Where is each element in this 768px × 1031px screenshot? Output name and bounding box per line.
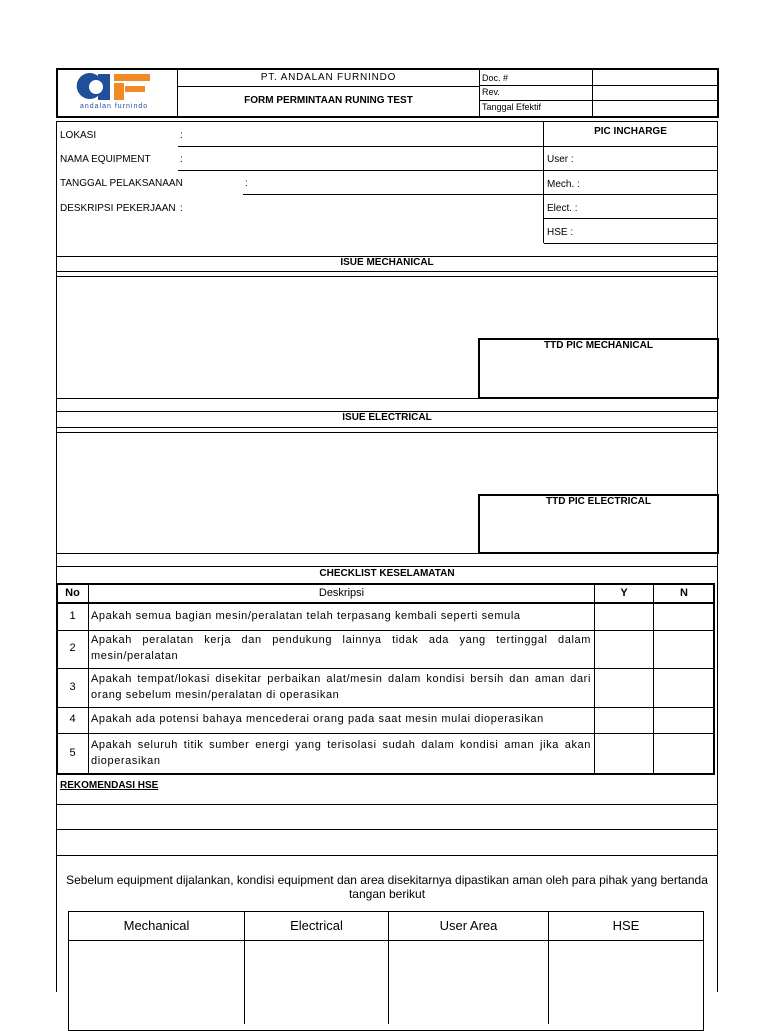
recommendation-line-2[interactable] xyxy=(58,831,716,853)
date-label: TANGGAL PELAKSANAAN xyxy=(60,178,183,189)
ttd-electrical-title: TTD PIC ELECTRICAL xyxy=(546,496,651,507)
row-no: 2 xyxy=(69,642,76,654)
row-text: Apakah seluruh titik sumber energi yang terisolasi sudah dalam kondisi aman jika akan dioperasikan xyxy=(91,739,591,767)
row-text: Apakah semua bagian mesin/peralatan telah terpasang kembali seperti semula xyxy=(91,610,521,622)
signature-user-area: User Area xyxy=(439,918,498,933)
pic-hse[interactable]: HSE : xyxy=(547,227,574,238)
company-name: PT. ANDALAN FURNINDO xyxy=(260,72,397,83)
safety-statement: Sebelum equipment dijalankan, kondisi equipment dan area disekitarnya dipastikan aman oleh para pihak yang bertanda tangan berikut xyxy=(66,873,708,901)
row-no: 1 xyxy=(69,610,76,622)
logo-text: andalan furnindo xyxy=(80,103,149,110)
signature-box-mechanical[interactable] xyxy=(69,941,244,1024)
signature-hse: HSE xyxy=(612,918,640,933)
pic-title: PIC INCHARGE xyxy=(594,126,667,137)
company-logo xyxy=(70,70,170,115)
row-n-cell[interactable] xyxy=(654,708,714,733)
row-y-cell[interactable] xyxy=(595,603,653,630)
checklist-title: CHECKLIST KESELAMATAN xyxy=(319,568,455,579)
row-text: Apakah ada potensi bahaya mencederai orang pada saat mesin mulai dioperasikan xyxy=(91,713,544,725)
pic-elect[interactable]: Elect. : xyxy=(547,203,578,214)
issue-mechanical-title: ISUE MECHANICAL xyxy=(340,257,434,268)
row-n-cell[interactable] xyxy=(654,603,714,630)
effective-date-label: Tanggal Efektif xyxy=(482,102,542,112)
date-colon: : xyxy=(245,178,248,189)
col-n: N xyxy=(680,587,688,599)
date-line[interactable] xyxy=(243,194,544,195)
equipment-line[interactable] xyxy=(178,170,544,171)
revision-label: Rev. xyxy=(482,87,500,97)
row-y-cell[interactable] xyxy=(595,631,653,668)
location-colon: : xyxy=(180,130,183,141)
description-colon: : xyxy=(180,203,183,214)
pic-mech[interactable]: Mech. : xyxy=(547,179,580,190)
issue-mechanical-area[interactable] xyxy=(58,278,476,396)
equipment-label: NAMA EQUIPMENT xyxy=(60,154,151,165)
issue-electrical-title: ISUE ELECTRICAL xyxy=(342,412,432,423)
row-no: 3 xyxy=(69,681,76,693)
col-desc: Deskripsi xyxy=(318,587,365,599)
row-y-cell[interactable] xyxy=(595,669,653,707)
row-text: Apakah tempat/lokasi disekitar perbaikan alat/mesin dalam kondisi bersih dan aman dari orang sebelum mesin/peralatan di operasikan xyxy=(91,673,591,701)
signature-electrical: Electrical xyxy=(290,918,343,933)
row-no: 4 xyxy=(69,713,76,725)
signature-mechanical: Mechanical xyxy=(123,918,190,933)
recommendation-line-1[interactable] xyxy=(58,806,716,828)
row-no: 5 xyxy=(69,747,76,759)
signature-box-electrical[interactable] xyxy=(245,941,388,1024)
pic-user[interactable]: User : xyxy=(547,154,574,165)
equipment-colon: : xyxy=(180,154,183,165)
description-label: DESKRIPSI PEKERJAAN xyxy=(60,203,176,214)
row-n-cell[interactable] xyxy=(654,734,714,774)
signature-box-hse[interactable] xyxy=(549,941,703,1024)
issue-electrical-area[interactable] xyxy=(58,434,476,552)
col-y: Y xyxy=(620,587,628,599)
col-no: No xyxy=(65,587,80,599)
signature-box-user-area[interactable] xyxy=(389,941,548,1024)
location-label: LOKASI xyxy=(60,130,97,141)
form-title: FORM PERMINTAAN RUNING TEST xyxy=(244,95,413,106)
recommendation-title: REKOMENDASI HSE xyxy=(60,780,159,791)
row-y-cell[interactable] xyxy=(595,734,653,774)
row-n-cell[interactable] xyxy=(654,669,714,707)
ttd-mechanical-title: TTD PIC MECHANICAL xyxy=(544,340,653,351)
row-y-cell[interactable] xyxy=(595,708,653,733)
location-line[interactable] xyxy=(178,146,544,147)
doc-number-label: Doc. # xyxy=(482,73,509,83)
row-text: Apakah peralatan kerja dan pendukung lainnya tidak ada yang tertinggal dalam mesin/peralatan xyxy=(91,634,591,662)
row-n-cell[interactable] xyxy=(654,631,714,668)
logo-mark xyxy=(70,70,170,102)
